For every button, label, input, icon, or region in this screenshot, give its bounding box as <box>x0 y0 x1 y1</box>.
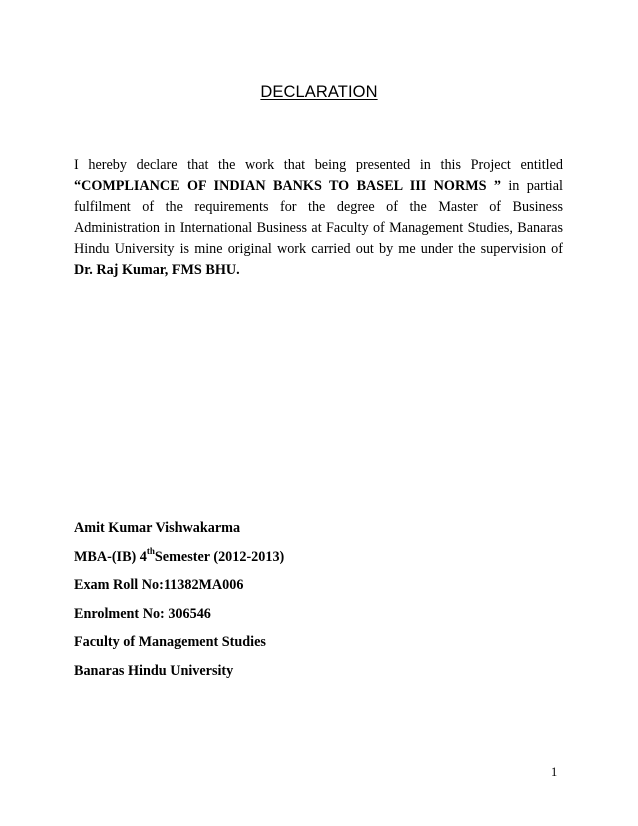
paragraph-body: in partial fulfilment of the requirements for the degree of the Master of Business Administration in International Business at Faculty of Management Studies, Banaras Hindu University is mine original work carried out by me under the supervision of <box>74 178 563 257</box>
project-title: “COMPLIANCE OF INDIAN BANKS TO BASEL III NORMS ” <box>74 178 501 194</box>
exam-roll-number: Exam Roll No:11382MA006 <box>74 577 244 593</box>
page-number: 1 <box>551 765 558 779</box>
program-semester <box>74 547 554 576</box>
ordinal-suffix: th <box>146 545 155 556</box>
signature-block <box>74 518 554 689</box>
enrolment-number: Enrolment No: 306546 <box>74 605 211 622</box>
student-name: Amit Kumar Vishwakarma <box>74 520 241 536</box>
program-suffix: Semester (2012-2013) <box>154 548 285 565</box>
program-prefix: MBA-(IB) 4 <box>74 548 147 565</box>
declaration-paragraph <box>74 155 563 281</box>
university-name: Banaras Hindu University <box>74 662 234 679</box>
paragraph-intro: I hereby declare that the work that being presented in this Project entitled <box>74 157 563 173</box>
supervisor-name: Dr. Raj Kumar, FMS BHU. <box>74 262 240 278</box>
faculty-name: Faculty of Management Studies <box>74 634 266 650</box>
declaration-heading: DECLARATION <box>260 83 378 101</box>
